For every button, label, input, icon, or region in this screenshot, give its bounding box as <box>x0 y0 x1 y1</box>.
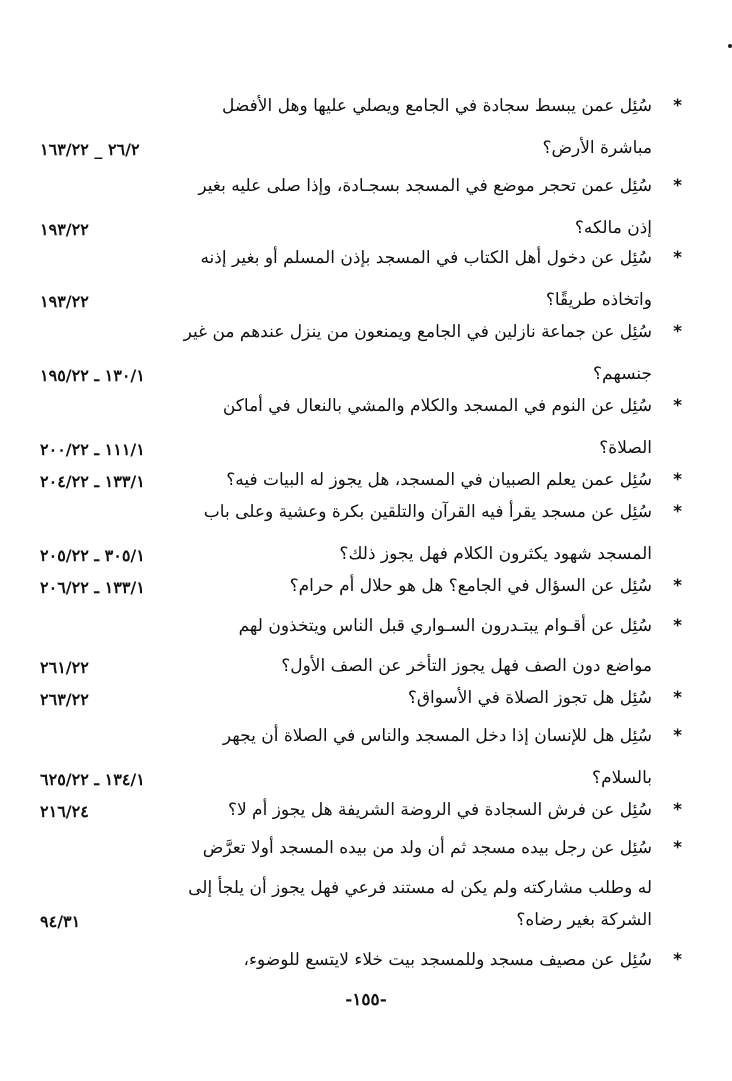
question-text: الصلاة؟ <box>599 438 652 458</box>
question-line <box>40 790 682 830</box>
question-line <box>40 940 682 980</box>
question-text: سُئِل عن النوم في المسجد والكلام والمشي بالنعال في أماكن <box>222 396 652 416</box>
question-text: سُئِل عن رجل بيده مسجد ثم أن ولد من بيده المسجد أولا تعرَّض <box>202 838 652 858</box>
question-text: سُئِل عمن يبسط سجادة في الجامع ويصلي عليها وهل الأفضل <box>222 96 652 116</box>
question-line <box>40 386 682 426</box>
question-text: سُئِل عن دخول أهل الكتاب في المسجد بإذن المسلم أو بغير إذنه <box>200 248 652 268</box>
question-line <box>40 166 682 206</box>
question-text: سُئِل عمن تحجر موضع في المسجد بسجـادة، وإذا صلى عليه بغير <box>198 176 652 196</box>
question-text: سُئِل هل تجوز الصلاة في الأسواق؟ <box>407 688 652 708</box>
question-line <box>40 86 682 126</box>
volume-page-reference: ٣٠٥/١ ـ ٢٠٥/٢٢ <box>40 546 145 565</box>
question-continuation-line <box>40 900 682 940</box>
asterisk-bullet-icon: * <box>673 688 682 708</box>
page-number: -١٥٥- <box>345 990 387 1010</box>
volume-page-reference: ١١١/١ ـ ٢٠٠/٢٢ <box>40 440 145 459</box>
volume-page-reference: ١٩٣/٢٢ <box>40 292 89 311</box>
question-text: سُئِل عمن يعلم الصبيان في المسجد، هل يجوز له البيات فيه؟ <box>226 470 652 490</box>
question-line <box>40 678 682 718</box>
asterisk-bullet-icon: * <box>673 616 682 636</box>
question-line <box>40 828 682 868</box>
volume-page-reference: ٢١٦/٢٤ <box>40 802 89 821</box>
question-line <box>40 606 682 646</box>
question-line <box>40 238 682 278</box>
question-text: له وطلب مشاركته ولم يكن له مستند فرعي فهل يجوز أن يلجأ إلى <box>188 878 652 898</box>
asterisk-bullet-icon: * <box>673 322 682 342</box>
asterisk-bullet-icon: * <box>673 248 682 268</box>
asterisk-bullet-icon: * <box>673 838 682 858</box>
question-line <box>40 492 682 532</box>
volume-page-reference: ٢٦١/٢٢ <box>40 658 89 677</box>
question-text: مباشرة الأرض؟ <box>542 138 652 158</box>
question-text: إذن مالكه؟ <box>574 218 652 238</box>
asterisk-bullet-icon: * <box>673 396 682 416</box>
question-text: سُئِل هل للإنسان إذا دخل المسجد والناس في الصلاة أن يجهر <box>222 726 652 746</box>
question-text: سُئِل عن مسجد يقرأ فيه القرآن والتلقين بكرة وعشية وعلى باب <box>203 502 652 522</box>
question-line <box>40 312 682 352</box>
question-text: سُئِل عن فرش السجادة في الروضة الشريفة هل يجوز أم لا؟ <box>227 800 652 820</box>
question-text: الشركة بغير رضاه؟ <box>516 910 652 930</box>
volume-page-reference: ١٣٣/١ ـ ٢٠٦/٢٢ <box>40 578 145 597</box>
question-text: سُئِل عن السؤال في الجامع؟ هل هو حلال أم حرام؟ <box>289 576 652 596</box>
asterisk-bullet-icon: * <box>673 576 682 596</box>
volume-page-reference: ٢٦/٢ _ ١٦٣/٢٢ <box>40 140 140 159</box>
question-text: المسجد شهود يكثرون الكلام فهل يجوز ذلك؟ <box>339 544 652 564</box>
asterisk-bullet-icon: * <box>673 726 682 746</box>
question-continuation-line <box>40 128 682 168</box>
volume-page-reference: ٩٤/٣١ <box>40 912 81 931</box>
question-text: سُئِل عن مصيف مسجد وللمسجد بيت خلاء لايتسع للوضوء، <box>243 950 652 970</box>
volume-page-reference: ٢٦٣/٢٢ <box>40 690 89 709</box>
question-text: جنسهم؟ <box>593 364 652 384</box>
question-text: سُئِل عن جماعة نازلين في الجامع ويمنعون من ينزل عندهم من غير <box>183 322 652 342</box>
question-text: واتخاذه طريقًا؟ <box>545 290 652 310</box>
volume-page-reference: ١٩٣/٢٢ <box>40 220 89 239</box>
question-text: مواضع دون الصف فهل يجوز التأخر عن الصف الأول؟ <box>281 656 652 676</box>
asterisk-bullet-icon: * <box>673 502 682 522</box>
asterisk-bullet-icon: * <box>673 800 682 820</box>
asterisk-bullet-icon: * <box>673 950 682 970</box>
volume-page-reference: ١٣٠/١ ـ ١٩٥/٢٢ <box>40 366 145 385</box>
asterisk-bullet-icon: * <box>673 96 682 116</box>
question-text: بالسلام؟ <box>592 768 652 788</box>
question-text: سُئِل عن أقـوام يبتـدرون السـواري قبل الناس ويتخذون لهم <box>238 616 652 636</box>
asterisk-bullet-icon: * <box>673 470 682 490</box>
question-line <box>40 716 682 756</box>
margin-dot <box>728 44 732 48</box>
volume-page-reference: ١٣٣/١ ـ ٢٠٤/٢٢ <box>40 472 145 491</box>
volume-page-reference: ١٣٤/١ ـ ٦٢٥/٢٢ <box>40 770 145 789</box>
question-line <box>40 566 682 606</box>
asterisk-bullet-icon: * <box>673 176 682 196</box>
